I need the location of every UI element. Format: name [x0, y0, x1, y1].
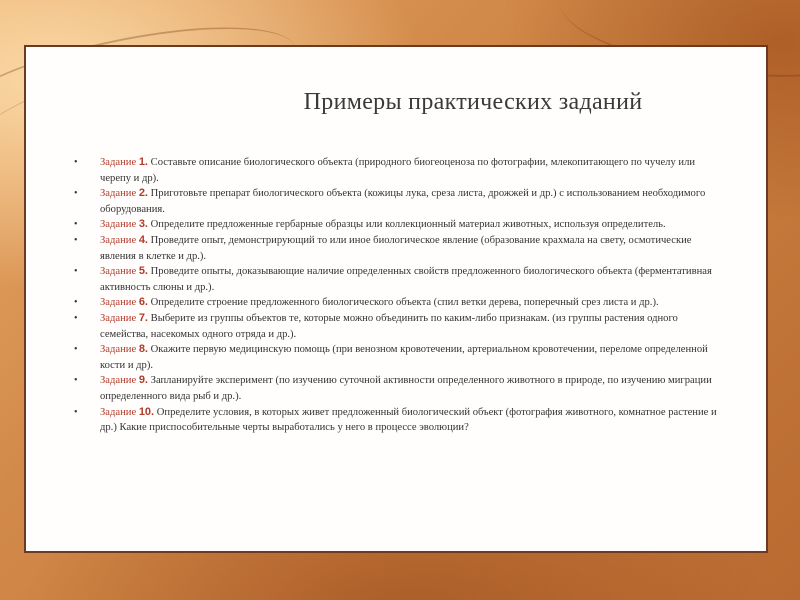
task-text: Запланируйте эксперимент (по изучению суточной активности определенного животного в природе, по изучению миграции определенного вида рыб и др.).: [100, 375, 712, 402]
task-label: Задание: [100, 375, 137, 387]
task-item: [72, 186, 722, 217]
task-text: Выберите из группы объектов те, которые можно объединить по каким-либо признакам. (из группы растения одного семейства, насекомых одного отряда и др.).: [100, 312, 678, 340]
slide-title: Примеры практических заданий: [303, 89, 643, 115]
task-list: [72, 155, 722, 436]
task-number: 4.: [138, 233, 148, 246]
bullet-icon: •: [74, 266, 78, 278]
task-text: Определите строение предложенного биологического объекта (спил ветки дерева, поперечный срез листа и др.).: [148, 297, 659, 309]
task-text: Окажите первую медицинскую помощь (при венозном кровотечении, артериальном кровотечении, переломе определенной кости и др).: [100, 344, 708, 371]
task-item: [72, 405, 722, 436]
task-number: 2.: [138, 187, 148, 200]
bullet-icon: •: [74, 234, 78, 246]
bullet-icon: •: [74, 188, 78, 200]
task-text: Проведите опыты, доказывающие наличие определенных свойств предложенного биологического объекта (ферментативная активность слюны и др.).: [100, 266, 712, 293]
bullet-icon: •: [74, 219, 78, 231]
task-item: [72, 217, 722, 233]
task-item: [72, 342, 722, 373]
bullet-icon: •: [74, 297, 78, 309]
task-number: 3.: [138, 218, 148, 231]
task-item: [72, 233, 722, 264]
bullet-icon: •: [74, 406, 78, 418]
bullet-icon: •: [74, 312, 78, 324]
task-label: Задание: [100, 157, 137, 168]
task-number: 1.: [138, 156, 148, 168]
task-label: Задание: [100, 219, 137, 231]
task-label: Задание: [100, 406, 137, 418]
task-text: Приготовьте препарат биологического объекта (кожицы лука, среза листа, дрожжей и др.) с использованием необходимого оборудования.: [100, 188, 706, 215]
task-item: [72, 311, 722, 342]
bullet-icon: •: [74, 157, 78, 168]
task-item: [72, 155, 722, 186]
task-number: 10.: [138, 405, 155, 418]
slide-content-panel: [24, 45, 768, 553]
task-number: 9.: [138, 374, 148, 387]
task-label: Задание: [100, 344, 137, 356]
bullet-icon: •: [74, 344, 78, 356]
task-text: Определите предложенные гербарные образцы или коллекционный материал животных, используя определитель.: [148, 219, 666, 231]
task-label: Задание: [100, 297, 137, 309]
task-number: 6.: [138, 296, 148, 309]
task-item: [72, 295, 722, 311]
task-number: 5.: [138, 265, 148, 278]
task-item: [72, 264, 722, 295]
bullet-icon: •: [74, 375, 78, 387]
task-number: 7.: [138, 311, 148, 324]
task-number: 8.: [138, 343, 148, 356]
task-item: [72, 373, 722, 404]
task-text: Проведите опыт, демонстрирующий то или иное биологическое явление (образование крахмала на свету, осмотические явления в клетке и др.).: [100, 234, 692, 262]
task-label: Задание: [100, 266, 137, 278]
task-label: Задание: [100, 234, 137, 246]
task-label: Задание: [100, 188, 137, 200]
task-text: Определите условия, в которых живет предложенный биологический объект (фотография животного, комнатное растение и др.) Какие приспособительные черты выработались у него в процессе эволюции?: [100, 406, 717, 434]
task-text: Составьте описание биологического объекта (природного биогеоценоза по фотографии, млекопитающего по чучелу или черепу и др).: [100, 157, 696, 184]
task-label: Задание: [100, 312, 137, 324]
